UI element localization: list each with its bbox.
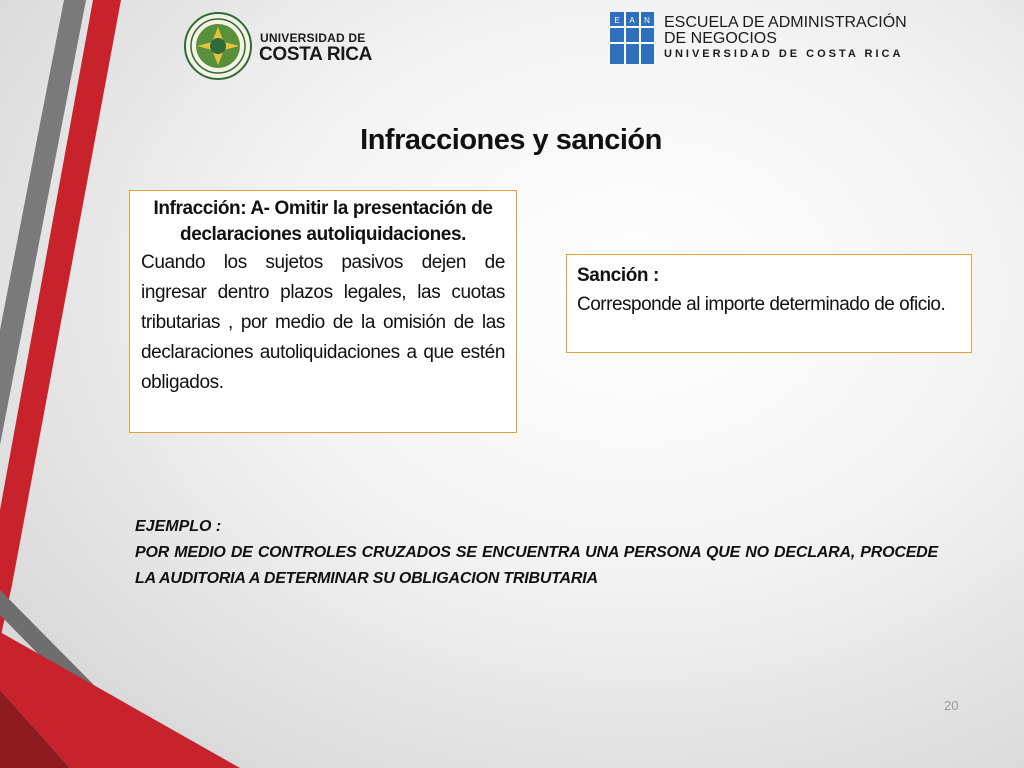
ejemplo-text: POR MEDIO DE CONTROLES CRUZADOS SE ENCUENTRA UNA PERSONA QUE NO DECLARA, PROCEDE LA AUDITORIA A DETERMINAR SU OBLIGACION TRIBUTARIA [135,544,938,587]
infraccion-text: Cuando los sujetos pasivos dejen de ingresar dentro plazos legales, las cuotas tributarias , por medio de la omisión de las declaraciones autoliquidaciones a que estén obligados. [141,252,505,393]
page-number: 20 [944,698,959,713]
ean-logo [610,12,920,68]
ejemplo-label: EJEMPLO : [135,518,222,535]
ean-name-line3: UNIVERSIDAD DE COSTA RICA [664,48,904,60]
slide-title-text: Infracciones y sanción [360,124,662,156]
svg-text:E: E [614,16,620,25]
ean-mark-icon [610,12,654,64]
infraccion-box [129,190,517,433]
infraccion-heading: Infracción: A- Omitir la presentación de declaraciones autoliquidaciones. [153,198,493,245]
ejemplo-section [135,514,938,592]
sancion-text: Corresponde al importe determinado de oficio. [577,294,946,315]
ean-name-line1: ESCUELA DE ADMINISTRACIÓN [664,14,907,31]
slide-title [0,124,1024,157]
ucr-name-line2: COSTA RICA [259,44,373,65]
ucr-logo [184,12,374,82]
svg-text:A: A [629,16,635,25]
ucr-name-line1: UNIVERSIDAD DE [260,31,366,45]
ean-name-line2: DE NEGOCIOS [664,30,777,47]
ucr-seal-icon [184,12,252,80]
sancion-box [566,254,972,353]
sancion-heading: Sanción : [577,265,659,286]
svg-text:N: N [644,16,650,25]
